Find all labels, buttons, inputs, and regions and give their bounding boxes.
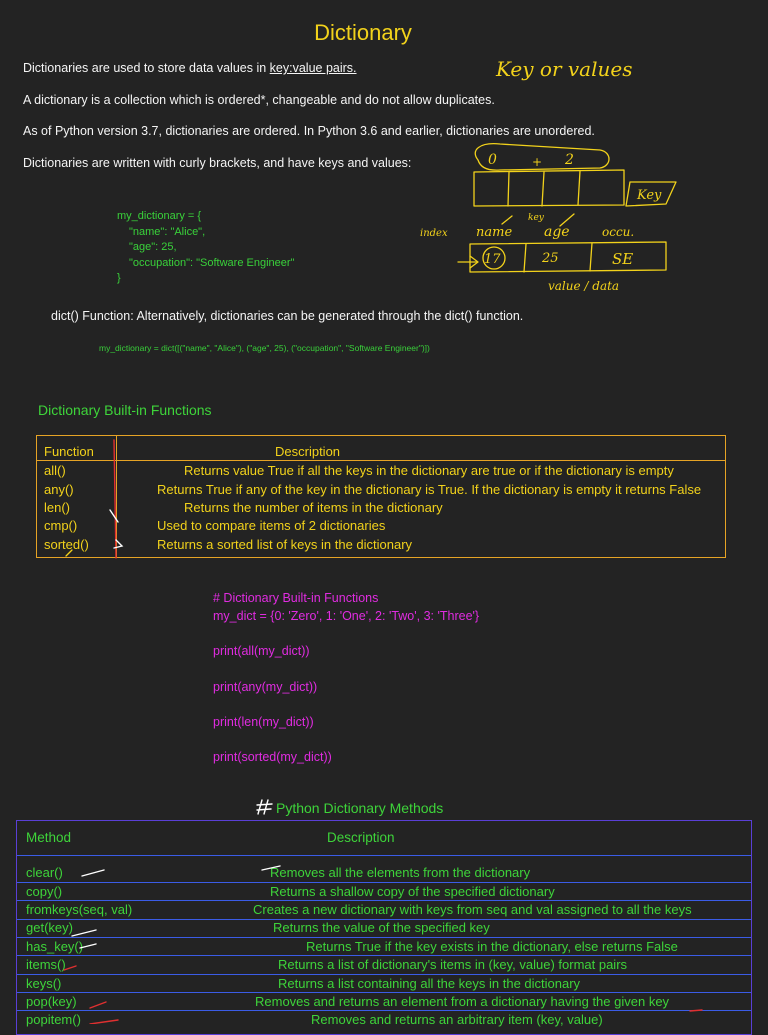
handwritten-annotations [0, 0, 768, 320]
column-header-method: Method [26, 830, 72, 845]
table-divider [17, 855, 751, 856]
methods-ink-marks [0, 860, 768, 1024]
intro-line-3: As of Python version 3.7, dictionaries are ordered. In Python 3.6 and earlier, dictionaries are unordered. [23, 124, 595, 138]
table-cell-function: any() [44, 482, 74, 497]
annotation-index: index [420, 228, 448, 239]
table-cell-method: popitem() [26, 1012, 81, 1027]
table-cell-description: Creates a new dictionary with keys from seq and val assigned to all the keys [253, 902, 692, 917]
annotation-occu: occu. [602, 225, 635, 239]
table-cell-function: len() [44, 500, 71, 515]
code-line: print(all(my_dict)) [213, 644, 310, 658]
table-cell-description: Returns the number of items in the dictionary [184, 500, 443, 515]
table-cell-function: cmp() [44, 518, 78, 533]
table-cell-description: Returns True if any of the key in the dictionary is True. If the dictionary is empty it returns False [157, 482, 702, 497]
gold-ink-tick [66, 550, 72, 556]
white-ink-stroke [80, 944, 96, 948]
annotation-key-box-label: Key [637, 188, 662, 203]
intro-line-2: A dictionary is a collection which is ordered*, changeable and do not allow duplicates. [23, 93, 495, 107]
table-cell-description: Returns a list of dictionary's items in (key, value) format pairs [278, 957, 628, 972]
red-ink-stroke [64, 966, 76, 970]
table-cell-method: fromkeys(seq, val) [26, 902, 133, 917]
table-cell-method: items() [26, 957, 66, 972]
intro-key-value-pairs: key:value pairs. [269, 61, 357, 75]
red-ink-stroke [690, 1010, 702, 1011]
annotation-age: age [544, 224, 570, 240]
column-header-description: Description [327, 830, 395, 845]
table-cell-method: clear() [26, 865, 63, 880]
code-line: "occupation": "Software Engineer" [129, 256, 295, 269]
table-cell-description: Returns a shallow copy of the specified dictionary [270, 884, 555, 899]
annotation-name: name [476, 225, 513, 240]
table-cell-description: Returns value True if all the keys in the dictionary are true or if the dictionary is empty [184, 463, 674, 478]
page-title: Dictionary [314, 20, 412, 45]
table-cell-description: Removes and returns an element from a dictionary having the given key [255, 994, 670, 1009]
methods-heading: Python Dictionary Methods [276, 800, 444, 816]
table-cell-description: Returns a list containing all the keys in the dictionary [278, 976, 581, 991]
code-line: "name": "Alice", [129, 225, 206, 238]
code-line: print(any(my_dict)) [213, 680, 318, 694]
annotation-arrow-left [458, 256, 478, 268]
table-cell-method: keys() [26, 976, 62, 991]
table-cell-description: Used to compare items of 2 dictionaries [157, 518, 386, 533]
annotation-top-0: 0 [488, 152, 497, 168]
intro-line-4: Dictionaries are written with curly brackets, and have keys and values: [23, 156, 412, 170]
code-line: "age": 25, [129, 241, 177, 253]
builtins-heading: Dictionary Built-in Functions [38, 402, 212, 418]
code-line: print(len(my_dict)) [213, 715, 314, 729]
white-ink-stroke [72, 930, 96, 936]
annotation-value-25: 25 [542, 251, 559, 266]
white-ink-stroke [82, 870, 104, 876]
dict-function-text: dict() Function: Alternatively, dictionaries can be generated through the dict() function. [51, 309, 524, 323]
code-line: print(sorted(my_dict)) [213, 750, 332, 764]
table-cell-function: all() [44, 463, 66, 478]
red-ink-stroke [90, 1002, 106, 1008]
table-cell-method: copy() [26, 884, 63, 899]
code-line: } [117, 272, 121, 284]
annotation-top-2: 2 [565, 152, 574, 168]
code-comment: # Dictionary Built-in Functions [213, 591, 379, 605]
hash-ink-mark [256, 796, 280, 818]
intro-line-1-text: Dictionaries are used to store data values in [23, 61, 270, 75]
dict-function-code: my_dictionary = dict([("name", "Alice"), ("age", 25), ("occupation", "Software Engineer")]) [99, 343, 430, 353]
table-cell-method: get(key) [26, 920, 73, 935]
column-header-function: Function [44, 444, 94, 459]
red-ink-stroke [90, 1020, 118, 1024]
annotation-key-or-values: Key or values [496, 57, 633, 81]
table-cell-method: pop(key) [26, 994, 77, 1009]
table-cell-method: has_key() [26, 939, 84, 954]
annotation-array [474, 170, 624, 206]
annotation-key-small: key [528, 213, 544, 223]
annotation-array-dividers [508, 171, 580, 206]
table-cell-description: Removes all the elements from the dictionary [270, 865, 531, 880]
builtins-ink-marks [0, 430, 768, 570]
annotation-value-se: SE [612, 250, 634, 268]
column-header-description: Description [275, 444, 341, 459]
code-line: my_dictionary = { [117, 210, 202, 222]
annotation-value-data: value / data [548, 279, 620, 293]
white-ink-stroke [262, 866, 280, 870]
table-cell-description: Removes and returns an arbitrary item (key, value) [311, 1012, 603, 1027]
table-cell-description: Returns True if the key exists in the dictionary, else returns False [306, 939, 678, 954]
annotation-top-plus: + [532, 155, 543, 169]
table-cell-description: Returns a sorted list of keys in the dictionary [157, 537, 413, 552]
table-cell-description: Returns the value of the specified key [273, 920, 490, 935]
annotation-value-17: 17 [484, 252, 501, 267]
table-cell-function: sorted() [44, 537, 89, 552]
code-line: my_dict = {0: 'Zero', 1: 'One', 2: 'Two', 3: 'Three'} [213, 609, 480, 623]
